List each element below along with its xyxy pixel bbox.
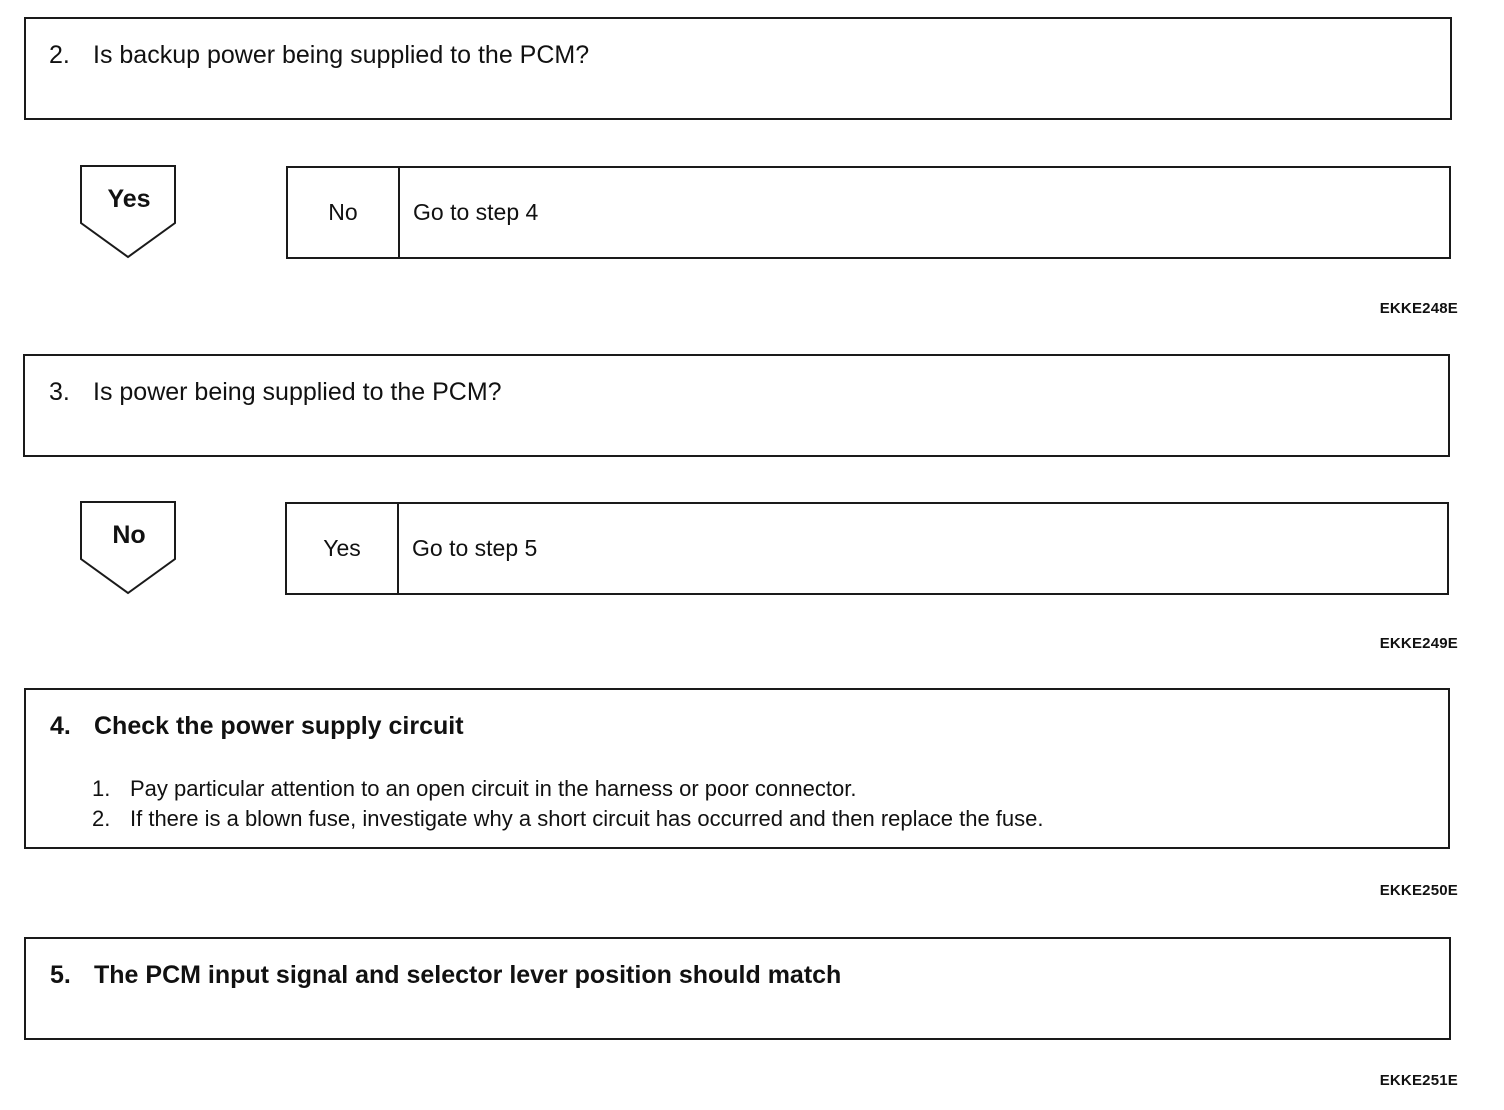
step-3-flow-arrow bbox=[80, 501, 178, 595]
list-item bbox=[92, 804, 1044, 834]
step-2-question-text: Is backup power being supplied to the PCM? bbox=[93, 41, 590, 69]
step-2-branch-condition: No bbox=[288, 168, 400, 257]
step-3-number: 3. bbox=[49, 378, 70, 406]
step-3-branch-condition: Yes bbox=[287, 504, 399, 593]
list-item-text: Pay particular attention to an open circuit in the harness or poor connector. bbox=[130, 776, 857, 801]
list-item-number: 1. bbox=[92, 776, 111, 801]
step-4-title: Check the power supply circuit bbox=[94, 712, 464, 740]
step-3-flow-label: No bbox=[112, 521, 146, 549]
step-5-number: 5. bbox=[50, 961, 71, 989]
step-3-figure-code: EKKE249E bbox=[1379, 635, 1458, 652]
step-2-branch-box bbox=[286, 166, 1451, 259]
step-3-question-box bbox=[23, 354, 1450, 457]
step-4-heading bbox=[50, 712, 464, 741]
step-2-flow-arrow bbox=[80, 165, 178, 259]
step-2-flow-label: Yes bbox=[107, 185, 151, 213]
step-4-box bbox=[24, 688, 1450, 849]
step-5-heading bbox=[50, 961, 841, 990]
step-3-question bbox=[49, 378, 502, 407]
list-item bbox=[92, 774, 1044, 804]
step-4-number: 4. bbox=[50, 712, 71, 740]
step-2-figure-code: EKKE248E bbox=[1379, 300, 1458, 317]
step-5-title: The PCM input signal and selector lever position should match bbox=[94, 961, 842, 989]
step-2-branch-action: Go to step 4 bbox=[413, 199, 539, 225]
list-item-text: If there is a blown fuse, investigate why a short circuit has occurred and then replace the fuse. bbox=[130, 806, 1044, 831]
step-4-instruction-list bbox=[92, 774, 1044, 834]
step-2-number: 2. bbox=[49, 41, 70, 69]
step-2-question-box bbox=[24, 17, 1452, 120]
step-3-branch-action: Go to step 5 bbox=[412, 535, 538, 561]
step-3-branch-box bbox=[285, 502, 1449, 595]
step-3-question-text: Is power being supplied to the PCM? bbox=[93, 378, 502, 406]
step-5-figure-code: EKKE251E bbox=[1379, 1072, 1458, 1089]
step-4-figure-code: EKKE250E bbox=[1379, 882, 1458, 899]
step-2-question bbox=[49, 41, 589, 70]
list-item-number: 2. bbox=[92, 806, 111, 831]
step-5-box bbox=[24, 937, 1451, 1040]
